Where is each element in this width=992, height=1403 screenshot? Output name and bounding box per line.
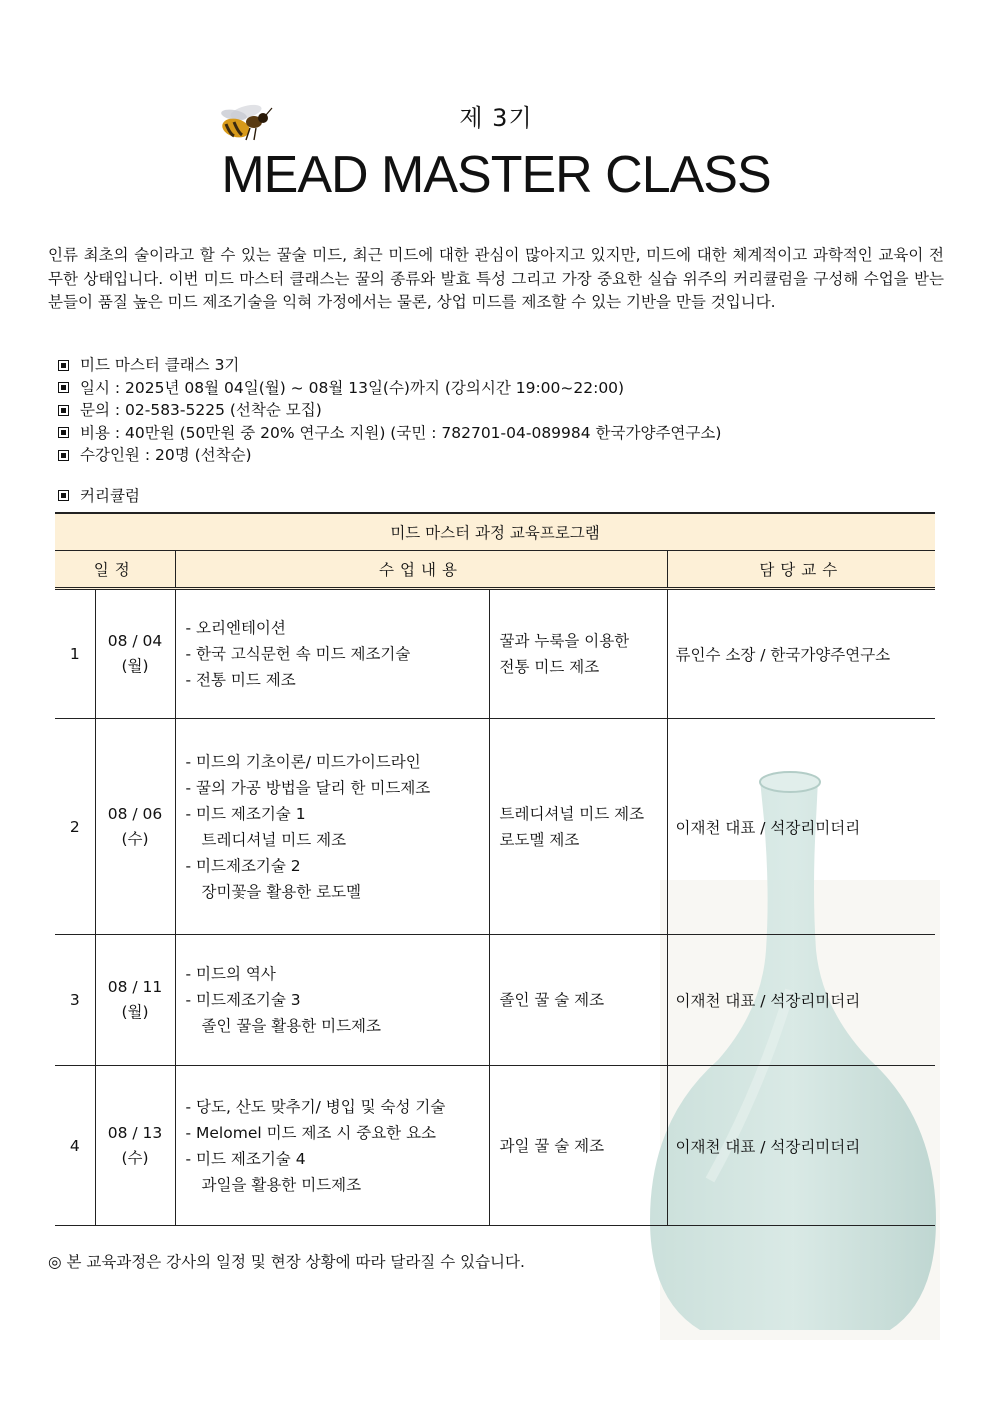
row-summary: 졸인 꿀 술 제조 xyxy=(489,935,667,1066)
table-caption-row xyxy=(55,513,935,551)
row-instructor: 류인수 소장 / 한국가양주연구소 xyxy=(667,589,935,719)
square-bullet-icon xyxy=(58,427,69,438)
row-number: 3 xyxy=(55,935,95,1066)
row-number: 2 xyxy=(55,719,95,935)
square-bullet-icon xyxy=(58,405,69,416)
info-item: 미드 마스터 클래스 3기 xyxy=(58,354,938,377)
row-date: 08 / 11 (월) xyxy=(95,935,175,1066)
header-instructor: 담당교수 xyxy=(667,551,935,589)
row-content: - 당도, 산도 맞추기/ 병입 및 숙성 기술 - Melomel 미드 제조 시 중요한 요소 - 미드 제조기술 4 과일을 활용한 미드제조 xyxy=(175,1066,489,1226)
row-content: - 미드의 역사 - 미드제조기술 3 졸인 꿀을 활용한 미드제조 xyxy=(175,935,489,1066)
info-item: 수강인원 : 20명 (선착순) xyxy=(58,444,938,467)
row-instructor: 이재천 대표 / 석장리미더리 xyxy=(667,719,935,935)
row-date: 08 / 06 (수) xyxy=(95,719,175,935)
info-item: 비용 : 40만원 (50만원 중 20% 연구소 지원) (국민 : 782701-04-089984 한국가양주연구소) xyxy=(58,422,938,445)
row-summary: 꿀과 누룩을 이용한 전통 미드 제조 xyxy=(489,589,667,719)
row-summary: 과일 꿀 술 제조 xyxy=(489,1066,667,1226)
header-schedule: 일정 xyxy=(55,551,175,589)
row-content: - 미드의 기초이론/ 미드가이드라인 - 꿀의 가공 방법을 달리 한 미드제조 - 미드 제조기술 1 트레디셔널 미드 제조 - 미드제조기술 2 장미꽃을 활용한 로도멜 xyxy=(175,719,489,935)
row-instructor: 이재천 대표 / 석장리미더리 xyxy=(667,935,935,1066)
row-date: 08 / 13 (수) xyxy=(95,1066,175,1226)
header-content: 수업내용 xyxy=(175,551,667,589)
page-title: MEAD MASTER CLASS xyxy=(221,146,771,204)
square-bullet-icon xyxy=(58,490,69,501)
intro-paragraph: 인류 최초의 술이라고 할 수 있는 꿀술 미드, 최근 미드에 대한 관심이 많아지고 있지만, 미드에 대한 체계적이고 과학적인 교육이 전무한 상태입니다. 이번 미드 마스터 클래스는 꿀의 종류와 발효 특성 그리고 가장 중요한 실습 위주의 커리큘럼을 구성해 수업을 받는 분들이 품질 높은 미드 제조기술을 익혀 가정에서는 물론, 상업 미드를 제조할 수 있는 기반을 만들 것입니다. xyxy=(48,246,944,311)
info-item: 문의 : 02-583-5225 (선착순 모집) xyxy=(58,399,938,422)
square-bullet-icon xyxy=(58,382,69,393)
row-content: - 오리엔테이션 - 한국 고식문헌 속 미드 제조기술 - 전통 미드 제조 xyxy=(175,589,489,719)
row-summary: 트레디셔널 미드 제조 로도멜 제조 xyxy=(489,719,667,935)
square-bullet-icon xyxy=(58,450,69,461)
table-row xyxy=(55,589,935,719)
table-row xyxy=(55,935,935,1066)
info-item: 일시 : 2025년 08월 04일(월) ~ 08월 13일(수)까지 (강의시간 19:00~22:00) xyxy=(58,377,938,400)
footnote: ◎ 본 교육과정은 강사의 일정 및 현장 상황에 따라 달라질 수 있습니다. xyxy=(48,1253,525,1271)
curriculum-table xyxy=(55,512,935,1226)
term-label: 제 3기 xyxy=(459,104,533,132)
curriculum-label: 커리큘럼 xyxy=(58,484,140,506)
table-row xyxy=(55,719,935,935)
row-number: 4 xyxy=(55,1066,95,1226)
table-row xyxy=(55,1066,935,1226)
info-list xyxy=(58,354,938,467)
square-bullet-icon xyxy=(58,360,69,371)
row-date: 08 / 04 (월) xyxy=(95,589,175,719)
row-instructor: 이재천 대표 / 석장리미더리 xyxy=(667,1066,935,1226)
table-header-row xyxy=(55,551,935,589)
row-number: 1 xyxy=(55,589,95,719)
table-caption: 미드 마스터 과정 교육프로그램 xyxy=(55,513,935,551)
